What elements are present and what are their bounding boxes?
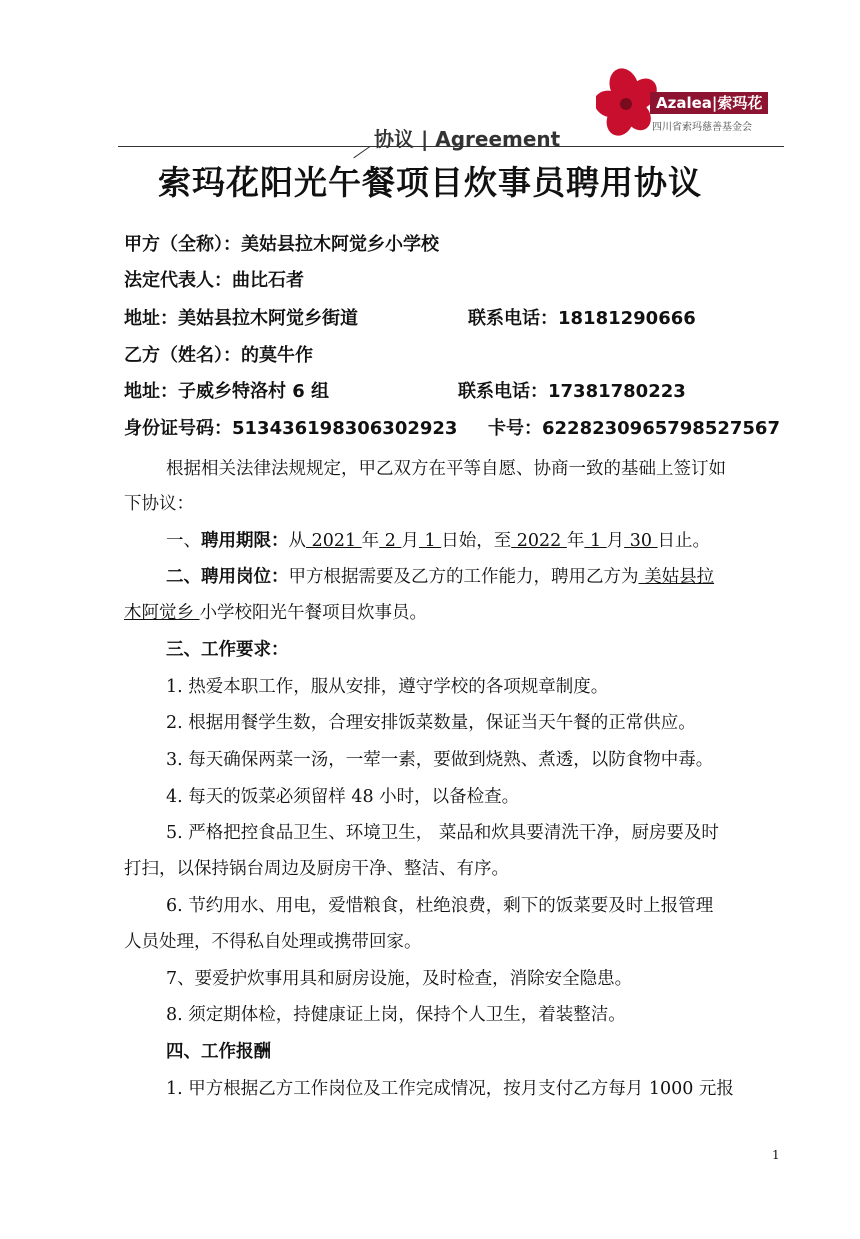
bank-card-number: 卡号：6228230965798527567 [488,418,780,439]
section-4-heading: 四、工作报酬 [166,1042,271,1062]
requirement-item-continued: 人员处理，不得私自处理或携带回家。 [124,932,422,952]
requirement-item: 8. 须定期体检，持健康证上岗，保持个人卫生，着装整洁。 [166,1005,626,1025]
school-name-part-1: 美姑县拉 [638,567,715,587]
logo-brand-text: Azalea|索玛花 [650,92,768,114]
requirement-item: 2. 根据用餐学生数，合理安排饭菜数量，保证当天午餐的正常供应。 [166,713,696,733]
requirement-item: 3. 每天确保两菜一汤，一荤一素，要做到烧熟、煮透，以防食物中毒。 [166,750,714,770]
school-name-part-2: 木阿觉乡 [124,603,200,623]
section-2-heading: 二、聘用岗位： [166,567,289,587]
requirement-item-continued: 打扫，以保持锅台周边及厨房干净、整洁、有序。 [124,859,509,879]
year-label-2: 年 [566,531,585,551]
party-b-name: 乙方（姓名）：的莫牛作 [124,345,313,366]
section-2-position-line-2 [124,600,427,626]
document-title: 索玛花阳光午餐项目炊事员聘用协议 [158,163,702,202]
end-suffix: 日止。 [657,531,711,551]
requirement-item: 6. 节约用水、用电，爱惜粮食，杜绝浪费，剩下的饭菜要及时上报管理 [166,896,714,916]
requirement-item: 1. 热爱本职工作，服从安排，遵守学校的各项规章制度。 [166,677,609,697]
compensation-item: 1. 甲方根据乙方工作岗位及工作完成情况，按月支付乙方每月 1000 元报 [166,1079,734,1099]
party-a-address: 地址：美姑县拉木阿觉乡街道 [124,308,358,329]
id-number: 身份证号码：513436198306302923 [124,418,458,439]
intro-line-2: 下协议： [124,494,194,514]
party-b-phone: 联系电话：17381780223 [458,381,686,402]
end-month: 1 [584,531,607,551]
party-b-address: 地址：子威乡特洛村 6 组 [124,381,330,402]
start-month: 2 [379,531,402,551]
section-1-heading: 聘用期限： [201,531,289,551]
party-a-name: 甲方（全称）：美姑县拉木阿觉乡小学校 [124,234,439,255]
section-1-number: 一、 [166,531,201,551]
end-day: 30 [624,531,658,551]
section-2-position-line-1 [166,564,714,590]
requirement-item: 7、要爱护炊事用具和厨房设施，及时检查，消除安全隐患。 [166,969,633,989]
intro-line-1: 根据相关法律法规规定，甲乙双方在平等自愿、协商一致的基础上签订如 [166,459,726,479]
legal-representative: 法定代表人：曲比石者 [124,270,304,291]
section-1-term [166,528,710,554]
party-a-phone: 联系电话：18181290666 [468,308,696,329]
section-3-heading: 三、工作要求： [166,640,289,660]
month-label-1: 月 [401,531,419,551]
month-label-2: 月 [606,531,625,551]
page-number: 1 [772,1148,780,1162]
start-day: 1 [418,531,442,551]
requirement-item: 5. 严格把控食品卫生、环境卫生， 菜品和炊具要清洗干净，厨房要及时 [166,823,719,843]
agreement-banner: 协议 | Agreement [374,127,561,151]
end-year: 2022 [511,531,567,551]
start-suffix: 日始，至 [441,531,512,551]
year-label-1: 年 [361,531,380,551]
section-2-text-2: 小学校阳光午餐项目炊事员。 [199,603,428,623]
requirement-item: 4. 每天的饭菜必须留样 48 小时，以备检查。 [166,787,520,807]
logo-subtitle: 四川省索玛慈善基金会 [652,122,752,133]
term-from: 从 [288,531,306,551]
foundation-logo [596,64,796,144]
start-year: 2021 [306,531,362,551]
section-2-text: 甲方根据需要及乙方的工作能力，聘用乙方为 [288,567,639,587]
